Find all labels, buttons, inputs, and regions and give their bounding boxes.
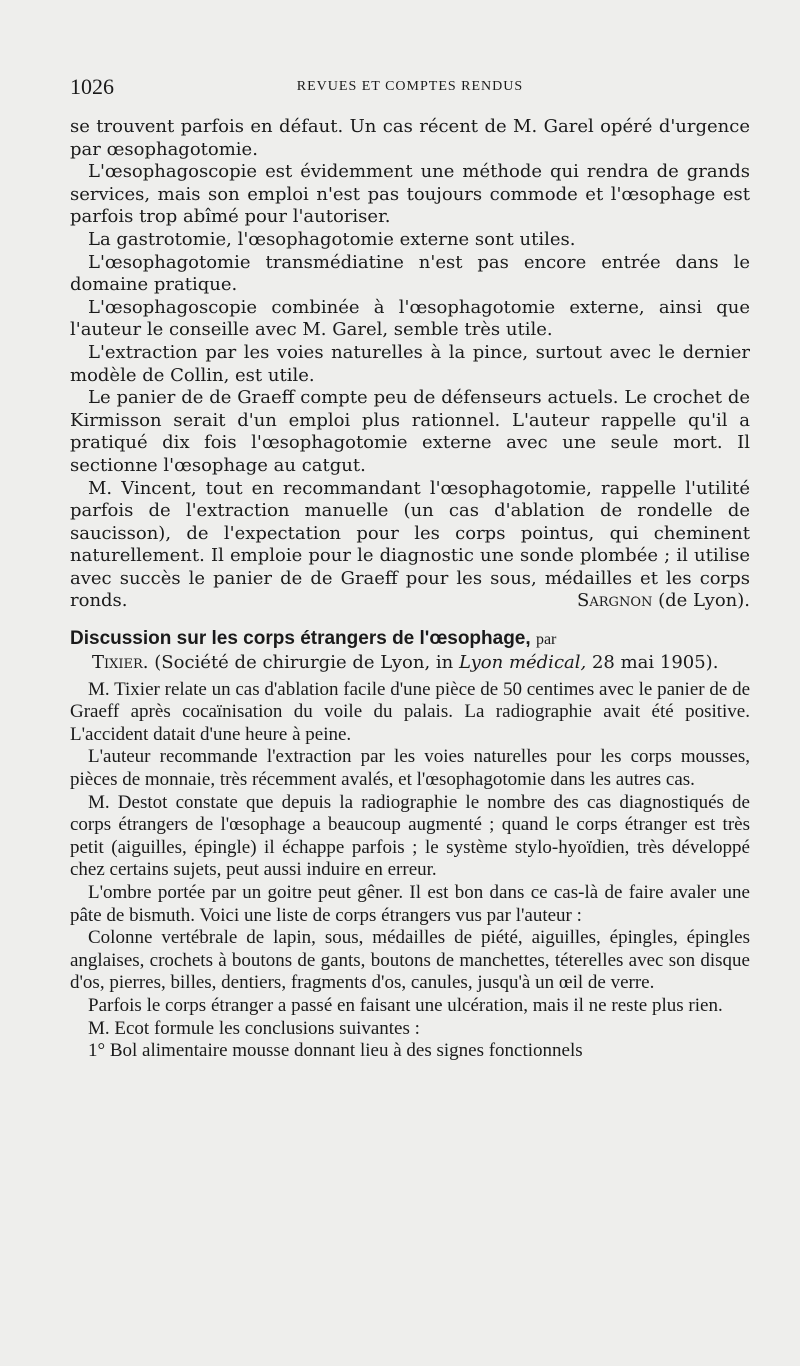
- paragraph-text: M. Vincent, tout en recommandant l'œsophagotomie, rappelle l'utilité parfois de l'extraction manuelle (un cas d'ablation de rondelle de saucisson), de l'expectation pour les corps pointus, qui cheminent naturellement. Il emploie pour le diagnostic une sonde plombée ; il utilise avec succès le panier de de Graeff pour les sous, médailles et les corps ronds.: [70, 477, 750, 612]
- paragraph: L'œsophagotomie transmédiatine n'est pas encore entrée dans le domaine pratique.: [70, 251, 750, 296]
- paragraph: L'extraction par les voies naturelles à la pince, surtout avec le dernier modèle de Collin, est utile.: [70, 341, 750, 386]
- paragraph: L'auteur recommande l'extraction par les voies naturelles pour les corps mousses, pièces de monnaie, très récemment avalés, et l'œsophagotomie dans les autres cas.: [70, 746, 750, 791]
- paragraph: L'œsophagoscopie est évidemment une méthode qui rendra de grands services, mais son emploi n'est pas toujours commode et l'œsophage est parfois trop abîmé pour l'autoriser.: [70, 161, 750, 228]
- author-signature: [559, 590, 750, 613]
- paragraph: [70, 478, 750, 614]
- running-head: REVUES ET COMPTES RENDUS: [296, 79, 524, 94]
- citation-date: 28 mai 1905).: [586, 652, 719, 674]
- article-title-par: par: [535, 631, 557, 649]
- paragraph: L'œsophagoscopie combinée à l'œsophagotomie externe, ainsi que l'auteur le conseille avec M. Garel, semble très utile.: [70, 296, 750, 341]
- paragraph: L'ombre portée par un goitre peut gêner. Il est bon dans ce cas-là de faire avaler une pâte de bismuth. Voici une liste de corps étrangers vus par l'auteur :: [70, 882, 750, 926]
- paragraph: M. Tixier relate un cas d'ablation facile d'une pièce de 50 centimes avec le panier de de Graeff après cocaïnisation du voile du palais. La radiographie avait été positive. L'accident datait d'une heure à peine.: [70, 678, 750, 745]
- citation-journal: Lyon médical,: [458, 652, 587, 674]
- paragraph: Parfois le corps étranger a passé en faisant une ulcération, mais il ne reste plus rien.: [88, 994, 723, 1016]
- article-title-text: Discussion sur les corps étrangers de l'œsophage,: [70, 628, 531, 650]
- article-title: [70, 627, 750, 652]
- paragraph: La gastrotomie, l'œsophagotomie externe sont utiles.: [88, 228, 576, 250]
- paragraph: M. Ecot formule les conclusions suivantes :: [88, 1017, 420, 1039]
- page-header: [70, 74, 750, 102]
- signature-name: Sargnon: [577, 590, 653, 612]
- signature-place: (de Lyon).: [658, 590, 750, 612]
- paragraph: Le panier de de Graeff compte peu de défenseurs actuels. Le crochet de Kirmisson serait d'un emploi plus rationnel. L'auteur rappelle qu'il a pratiqué dix fois l'œsophagotomie externe avec une seule mort. Il sectionne l'œsophage au catgut.: [70, 387, 750, 476]
- citation-source: (Société de chirurgie de Lyon, in: [154, 652, 459, 674]
- paragraph: M. Destot constate que depuis la radiographie le nombre des cas diagnostiqués de corps étrangers de l'œsophage a beaucoup augmenté ; quand le corps étranger est très petit (aiguilles, épingle) il échappe parfois ; le système stylo-hyoïdien, très développé chez certains sujets, peut aussi induire en erreur.: [70, 791, 750, 881]
- citation-author: Tixier.: [92, 652, 149, 674]
- page-number: 1026: [70, 74, 114, 99]
- paragraph: 1° Bol alimentaire mousse donnant lieu à des signes fonctionnels: [88, 1040, 583, 1062]
- page-body: [70, 116, 750, 1063]
- article-body: [70, 679, 750, 1063]
- article-citation: [70, 652, 750, 675]
- paragraph: se trouvent parfois en défaut. Un cas récent de M. Garel opéré d'urgence par œsophagotomie.: [70, 116, 750, 160]
- paragraph: Colonne vertébrale de lapin, sous, médailles de piété, aiguilles, épingles, épingles anglaises, crochets à boutons de gants, boutons de manchettes, téterelles avec son disque d'os, pierres, billes, dentiers, fragments d'os, canules, jusqu'à un œil de verre.: [70, 927, 750, 994]
